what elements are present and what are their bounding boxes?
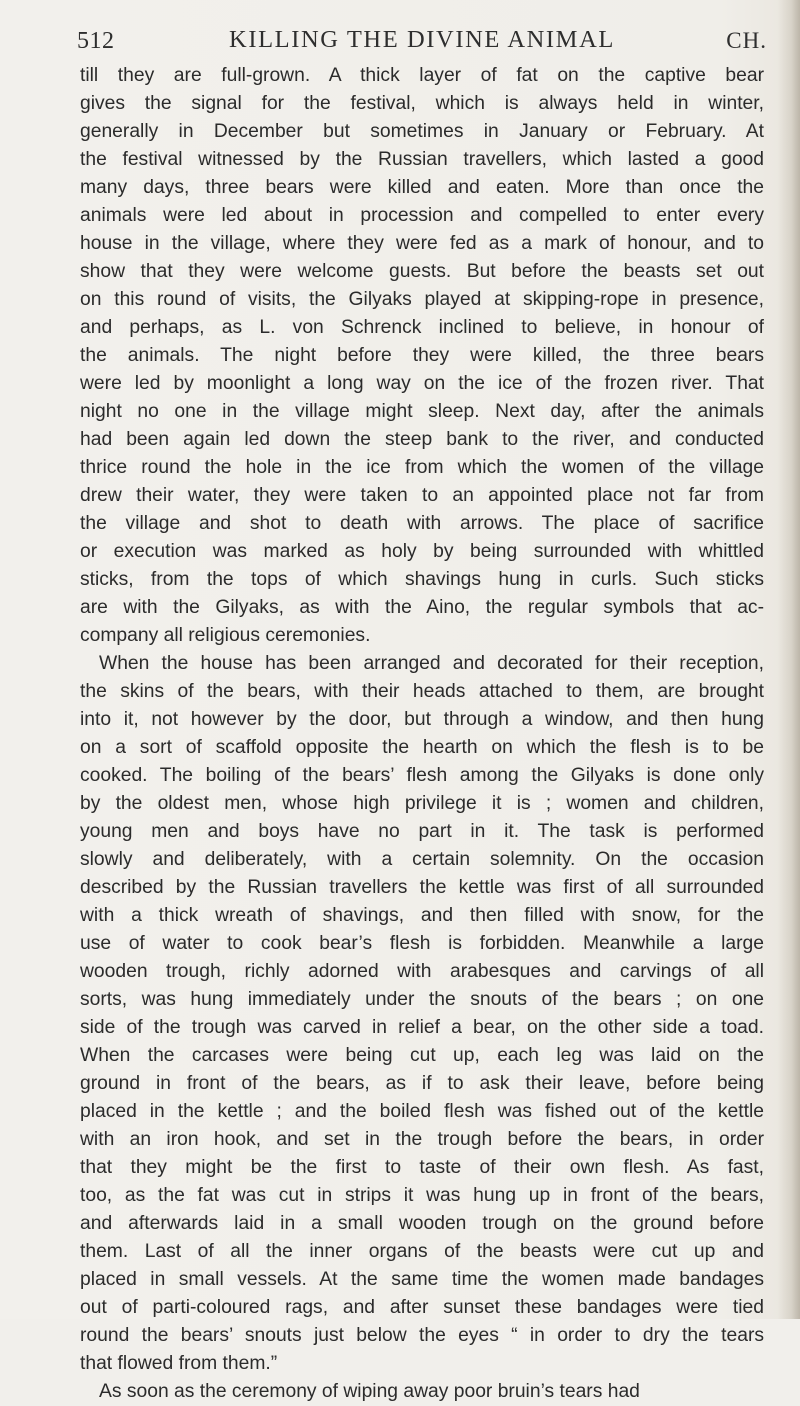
- paragraph-start-line: When the house has been arranged and decorated for their reception,: [99, 653, 764, 674]
- text-line: round the bears’ snouts just below the eyes “ in order to dry the tears: [80, 1325, 764, 1346]
- text-line: too, as the fat was cut in strips it was hung up in front of the bears,: [80, 1185, 764, 1206]
- text-line: are with the Gilyaks, as with the Aino, the regular symbols that ac-: [80, 597, 764, 618]
- text-line: described by the Russian travellers the kettle was first of all surrounded: [80, 877, 764, 898]
- chapter-title: KILLING THE DIVINE ANIMAL: [229, 26, 615, 53]
- page-edge-shadow: [778, 0, 800, 1319]
- text-line: animals were led about in procession and compelled to enter every: [80, 205, 764, 226]
- text-line: ground in front of the bears, as if to ask their leave, before being: [80, 1073, 764, 1094]
- paragraph-end-line: that flowed from them.”: [80, 1353, 278, 1374]
- text-line: generally in December but sometimes in January or February. At: [80, 121, 764, 142]
- text-line: many days, three bears were killed and eaten. More than once the: [80, 177, 764, 198]
- running-head: [77, 22, 767, 62]
- text-line: show that they were welcome guests. But before the beasts set out: [80, 261, 764, 282]
- text-line: the village and shot to death with arrows. The place of sacrifice: [80, 513, 764, 534]
- text-line: slowly and deliberately, with a certain solemnity. On the occasion: [80, 849, 764, 870]
- text-line: side of the trough was carved in relief a bear, on the other side a toad.: [80, 1017, 764, 1038]
- text-line: house in the village, where they were fed as a mark of honour, and to: [80, 233, 764, 254]
- text-line: out of parti-coloured rags, and after sunset these bandages were tied: [80, 1297, 764, 1318]
- text-line: or execution was marked as holy by being surrounded with whittled: [80, 541, 764, 562]
- text-line: with an iron hook, and set in the trough before the bears, in order: [80, 1129, 764, 1150]
- text-line: that they might be the first to taste of their own flesh. As fast,: [80, 1157, 764, 1178]
- text-line: them. Last of all the inner organs of the beasts were cut up and: [80, 1241, 764, 1262]
- text-line: young men and boys have no part in it. The task is performed: [80, 821, 764, 842]
- text-line: drew their water, they were taken to an appointed place not far from: [80, 485, 764, 506]
- text-line: When the carcases were being cut up, each leg was laid on the: [80, 1045, 764, 1066]
- paragraph-end-line: company all religious ceremonies.: [80, 625, 371, 646]
- text-line: sticks, from the tops of which shavings hung in curls. Such sticks: [80, 569, 764, 590]
- paragraph-start-line: As soon as the ceremony of wiping away poor bruin’s tears had: [99, 1381, 640, 1402]
- page-number: 512: [77, 28, 115, 54]
- text-line: were led by moonlight a long way on the ice of the frozen river. That: [80, 373, 764, 394]
- text-line: and afterwards laid in a small wooden trough on the ground before: [80, 1213, 764, 1234]
- text-line: and perhaps, as L. von Schrenck inclined to believe, in honour of: [80, 317, 764, 338]
- text-line: into it, not however by the door, but through a window, and then hung: [80, 709, 764, 730]
- body-text: [80, 62, 764, 1406]
- text-line: on this round of visits, the Gilyaks played at skipping-rope in presence,: [80, 289, 764, 310]
- text-line: night no one in the village might sleep. Next day, after the animals: [80, 401, 764, 422]
- text-line: gives the signal for the festival, which is always held in winter,: [80, 93, 764, 114]
- text-line: placed in the kettle ; and the boiled flesh was fished out of the kettle: [80, 1101, 764, 1122]
- text-line: wooden trough, richly adorned with arabesques and carvings of all: [80, 961, 764, 982]
- text-line: sorts, was hung immediately under the snouts of the bears ; on one: [80, 989, 764, 1010]
- text-line: placed in small vessels. At the same time the women made bandages: [80, 1269, 764, 1290]
- text-line: till they are full-grown. A thick layer of fat on the captive bear: [80, 65, 764, 86]
- text-line: on a sort of scaffold opposite the hearth on which the flesh is to be: [80, 737, 764, 758]
- text-line: use of water to cook bear’s flesh is forbidden. Meanwhile a large: [80, 933, 764, 954]
- text-line: the festival witnessed by the Russian travellers, which lasted a good: [80, 149, 764, 170]
- text-line: had been again led down the steep bank to the river, and conducted: [80, 429, 764, 450]
- text-line: the skins of the bears, with their heads attached to them, are brought: [80, 681, 764, 702]
- chapter-abbreviation: CH.: [726, 28, 767, 53]
- text-line: thrice round the hole in the ice from which the women of the village: [80, 457, 764, 478]
- text-line: the animals. The night before they were killed, the three bears: [80, 345, 764, 366]
- text-line: with a thick wreath of shavings, and then filled with snow, for the: [80, 905, 764, 926]
- text-line: cooked. The boiling of the bears’ flesh among the Gilyaks is done only: [80, 765, 764, 786]
- text-line: by the oldest men, whose high privilege it is ; women and children,: [80, 793, 764, 814]
